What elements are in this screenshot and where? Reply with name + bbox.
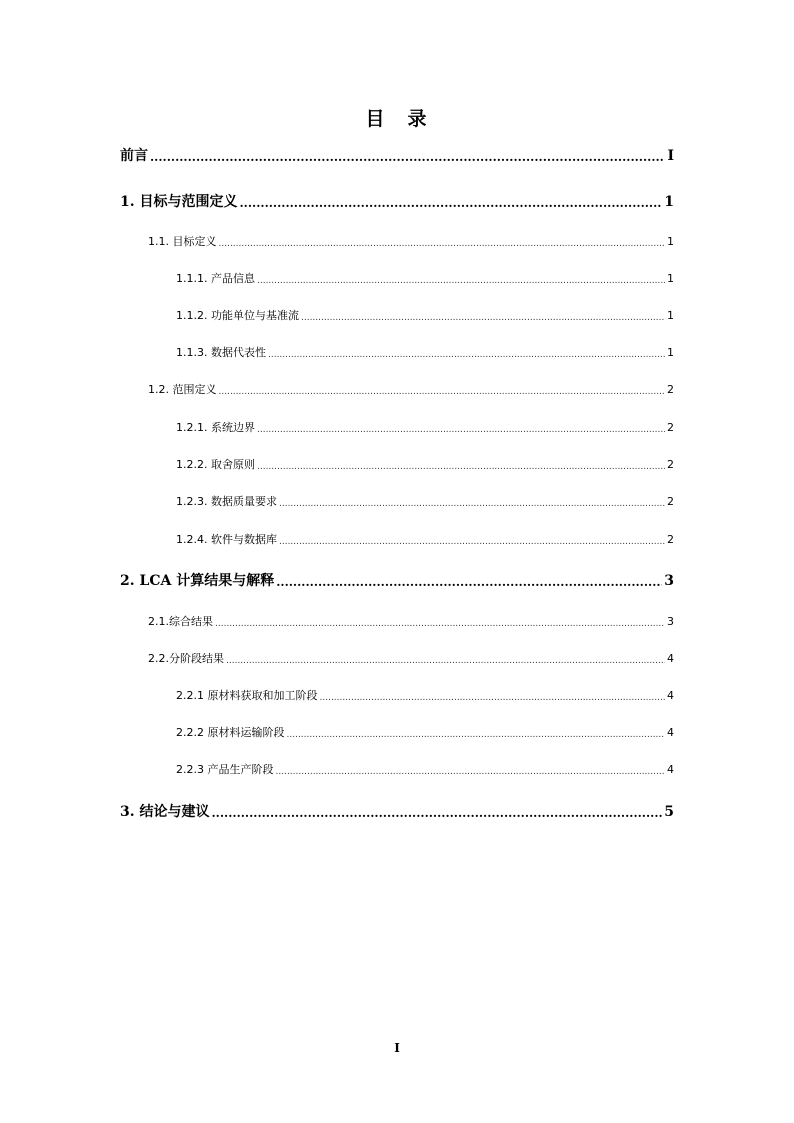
toc-entry-label: 1.2.1. 系统边界 <box>176 421 255 434</box>
toc-entry-section-1-1[interactable] <box>148 233 674 249</box>
dot-leader <box>212 806 663 818</box>
dot-leader <box>257 462 665 471</box>
dot-leader <box>219 239 666 248</box>
toc-entry-label: 2.1.综合结果 <box>148 615 213 628</box>
toc-entry-page: 1 <box>667 309 674 322</box>
toc-entry-label: 1.2.2. 取舍原则 <box>176 458 255 471</box>
toc-entry-page: 2 <box>667 458 674 471</box>
toc-entry-label: 1.1. 目标定义 <box>148 235 217 248</box>
toc-entry-section-2[interactable] <box>120 570 674 590</box>
toc-entry-section-1-2-4[interactable] <box>176 531 674 547</box>
toc-entry-section-1-2-1[interactable] <box>176 419 674 435</box>
toc-entry-page: 1 <box>667 272 674 285</box>
toc-entry-page: 2 <box>667 421 674 434</box>
dot-leader <box>276 575 662 587</box>
toc-entry-section-1-2-2[interactable] <box>176 456 674 472</box>
toc-entry-label: 前言 <box>120 148 148 164</box>
dot-leader <box>257 276 665 285</box>
toc-entry-label: 1. 目标与范围定义 <box>120 194 238 210</box>
toc-entry-label: 1.1.3. 数据代表性 <box>176 346 266 359</box>
toc-entry-label: 1.2.4. 软件与数据库 <box>176 533 277 546</box>
toc-entry-page: 1 <box>667 235 674 248</box>
dot-leader <box>301 313 665 322</box>
toc-entry-page: 4 <box>667 689 674 702</box>
toc-entry-label: 2.2.3 产品生产阶段 <box>176 763 274 776</box>
toc-entry-page: 2 <box>667 495 674 508</box>
dot-leader <box>219 387 666 396</box>
toc-entry-section-2-1[interactable] <box>148 613 674 629</box>
dot-leader <box>287 730 666 739</box>
toc-entry-label: 1.2.3. 数据质量要求 <box>176 495 277 508</box>
toc-entry-section-1[interactable] <box>120 191 674 211</box>
dot-leader <box>257 425 665 434</box>
toc-entry-section-1-1-3[interactable] <box>176 344 674 360</box>
toc-entry-preface[interactable] <box>120 145 674 165</box>
toc-entry-section-1-1-2[interactable] <box>176 307 674 323</box>
toc-entry-label: 2. LCA 计算结果与解释 <box>120 573 275 589</box>
toc-entry-section-1-1-1[interactable] <box>176 270 674 286</box>
dot-leader <box>320 693 666 702</box>
toc-entry-section-2-2-1[interactable] <box>176 687 674 703</box>
dot-leader <box>279 499 665 508</box>
toc-entry-page: 3 <box>667 615 674 628</box>
toc-entry-label: 2.2.2 原材料运输阶段 <box>176 726 285 739</box>
toc-entry-section-2-2-2[interactable] <box>176 724 674 740</box>
toc-entry-page: 4 <box>667 652 674 665</box>
toc-entry-label: 3. 结论与建议 <box>120 804 210 820</box>
toc-entry-page: 2 <box>667 383 674 396</box>
toc-entry-section-2-2[interactable] <box>148 650 674 666</box>
dot-leader <box>276 767 666 776</box>
toc-entry-page: 1 <box>667 346 674 359</box>
toc-entry-page: 3 <box>664 573 674 589</box>
toc-entry-page: 2 <box>667 533 674 546</box>
toc-entry-page: 4 <box>667 763 674 776</box>
toc-title: 目 录 <box>365 108 429 130</box>
toc-entry-label: 1.2. 范围定义 <box>148 383 217 396</box>
toc-entry-label: 1.1.1. 产品信息 <box>176 272 255 285</box>
toc-entry-page: 1 <box>664 194 674 210</box>
page-number-footer: I <box>394 1041 400 1055</box>
toc-entry-section-2-2-3[interactable] <box>176 761 674 777</box>
toc-entry-page: 4 <box>667 726 674 739</box>
dot-leader <box>215 619 665 628</box>
toc-entry-label: 2.2.1 原材料获取和加工阶段 <box>176 689 318 702</box>
toc-entry-page: 5 <box>664 804 674 820</box>
dot-leader <box>279 537 665 546</box>
dot-leader <box>240 196 663 208</box>
toc-entry-section-3[interactable] <box>120 801 674 821</box>
toc-entry-section-1-2-3[interactable] <box>176 493 674 509</box>
toc-entry-label: 1.1.2. 功能单位与基准流 <box>176 309 299 322</box>
dot-leader <box>226 656 665 665</box>
dot-leader <box>268 350 665 359</box>
dot-leader <box>150 150 665 162</box>
toc-entry-label: 2.2.分阶段结果 <box>148 652 224 665</box>
toc-entry-page: I <box>667 148 674 164</box>
toc-entry-section-1-2[interactable] <box>148 381 674 397</box>
